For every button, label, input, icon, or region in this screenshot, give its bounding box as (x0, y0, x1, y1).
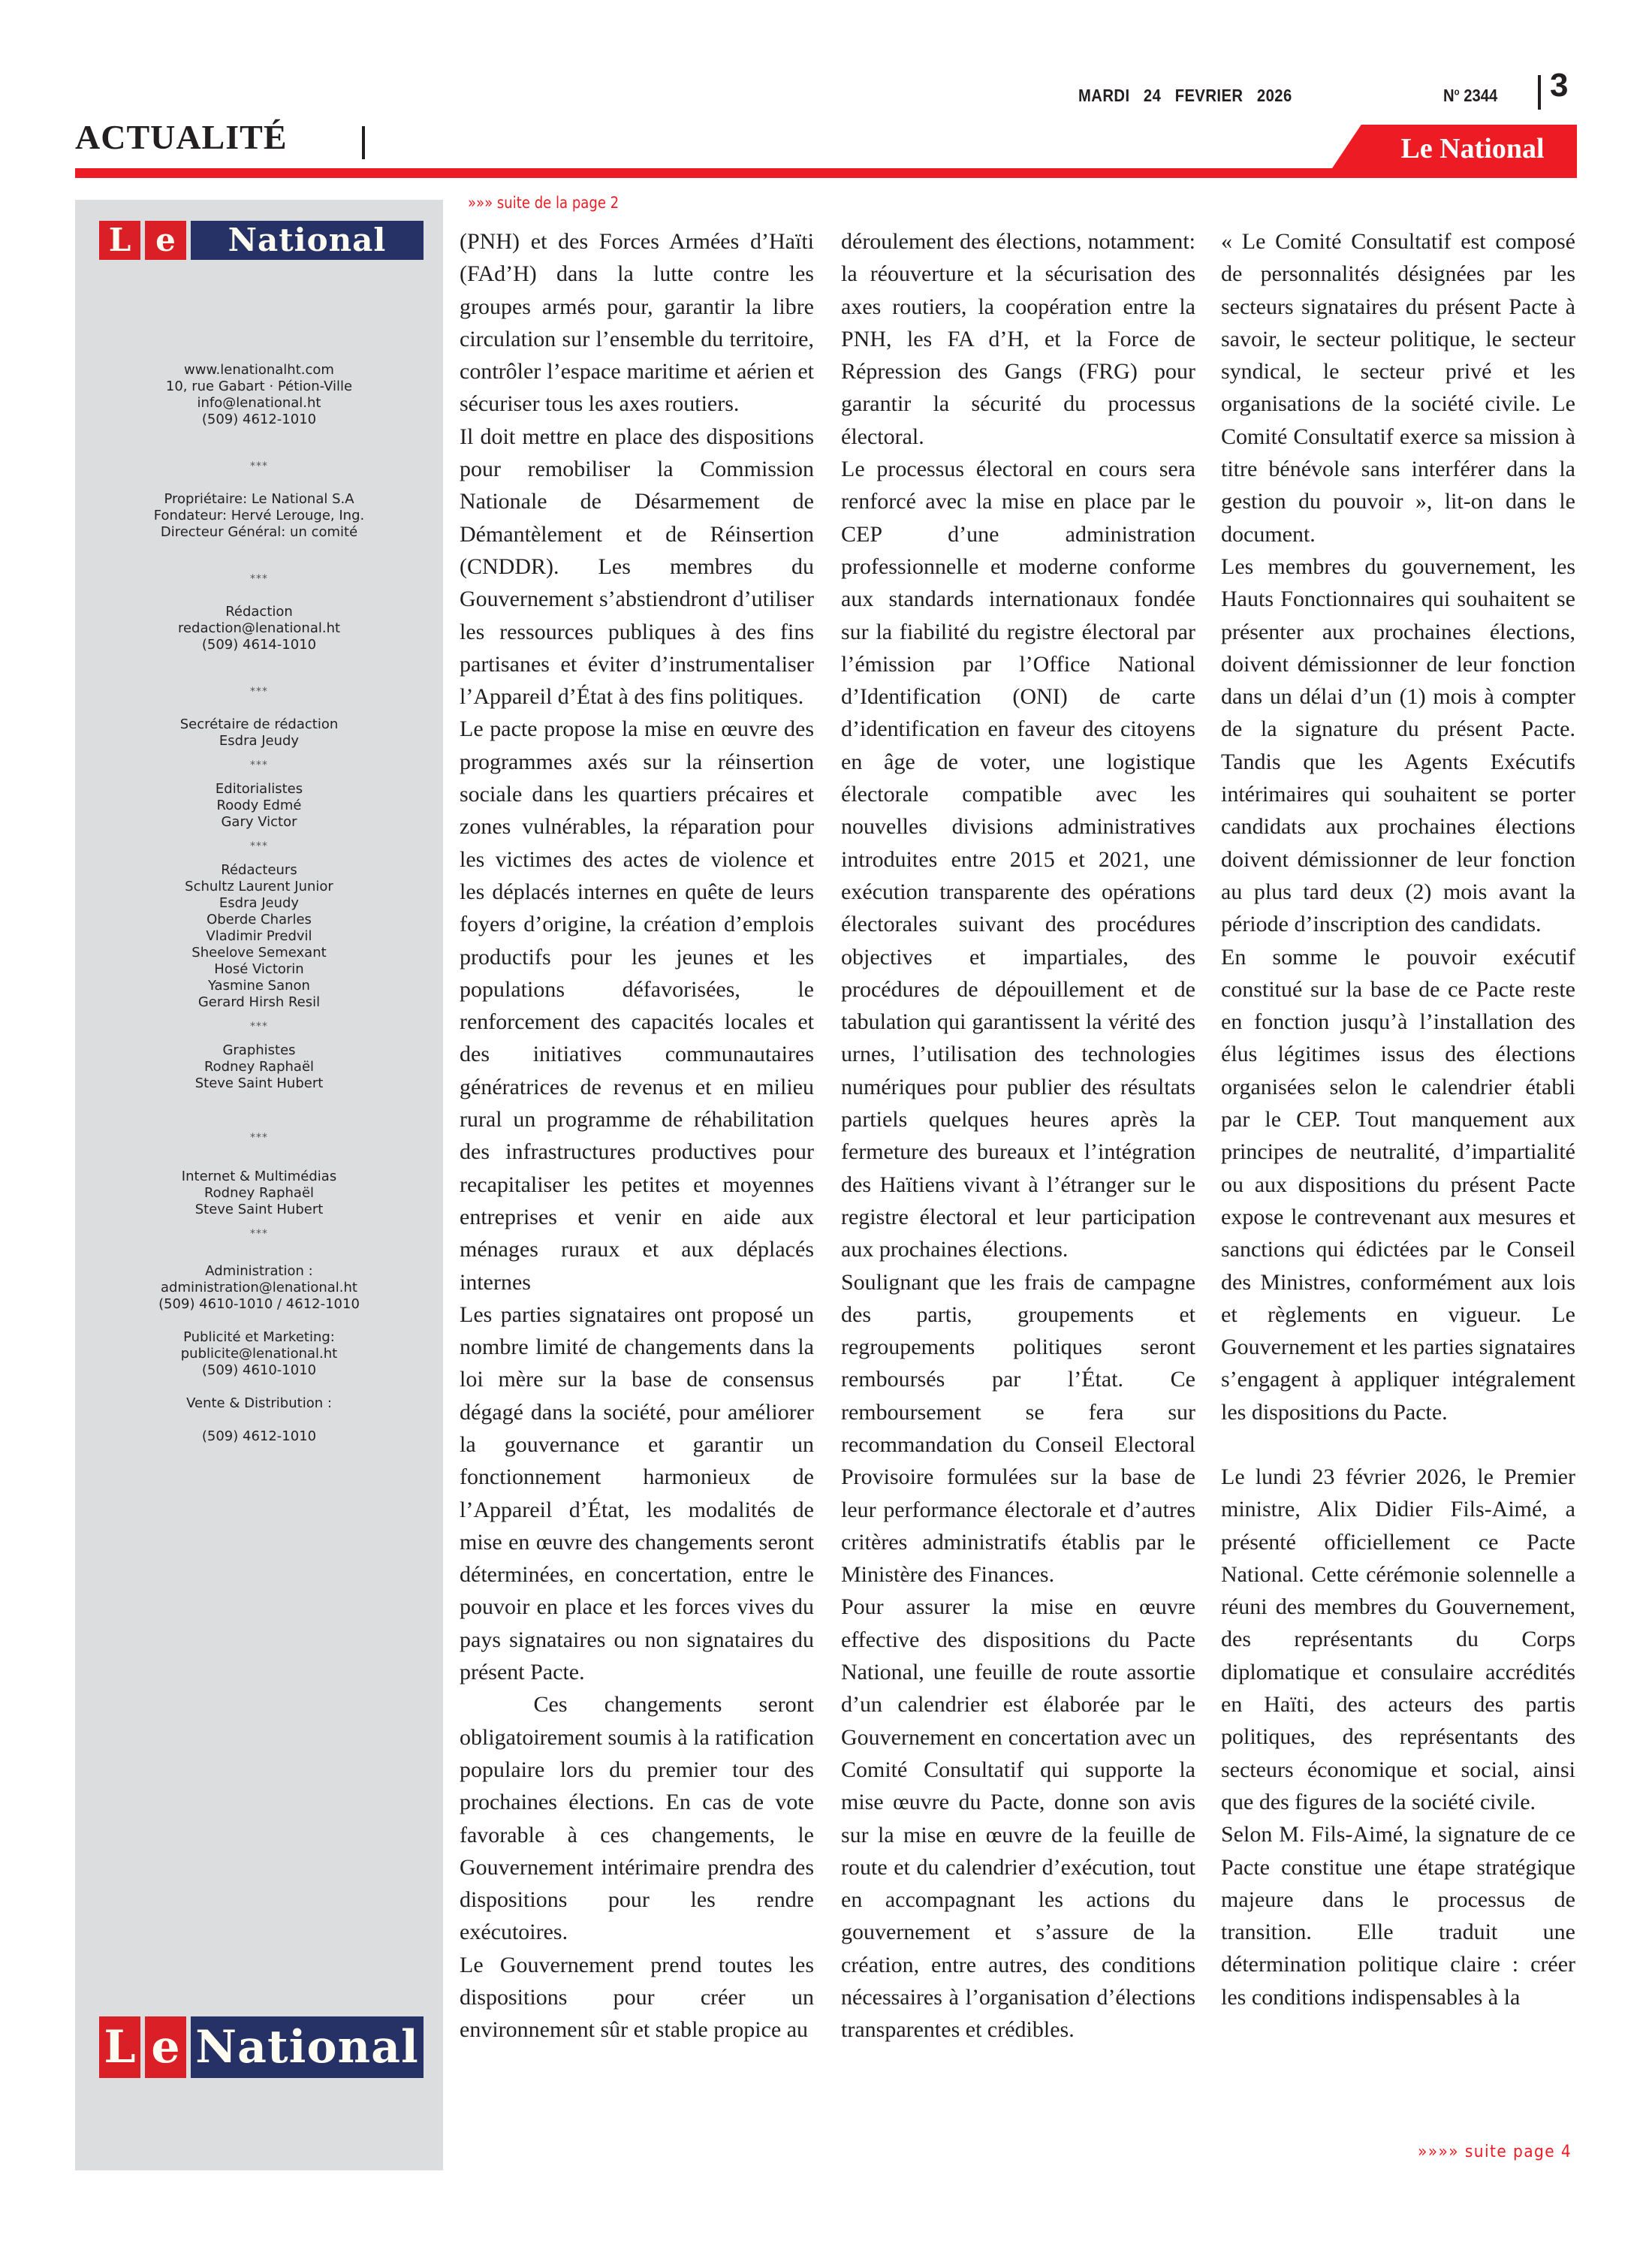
article-column-3 (1221, 225, 1575, 2013)
masthead-separator: *** (250, 1132, 268, 1144)
article-paragraph: Pour assurer la mise en œuvre effective des dispositions du Pacte National, une feuille de route assortie d’un calendrier est élaborée par le Gouvernement en concertation avec un Comité Consultatif qui supporte la mise œuvre du Pacte, donne son avis sur la mise en œuvre de la feuille de route et du calendrier d’exécution, tout en accompagnant les actions du gouvernement et s’assure de la création, entre autres, des conditions nécessaires à l’organisation d’élections transparentes et crédibles. (841, 1594, 1195, 2043)
issue-prefix-sup: o (1454, 86, 1460, 98)
masthead-line: Steve Saint Hubert (194, 1075, 324, 1091)
masthead-line: Editorialistes (215, 781, 303, 797)
logo-bottom (99, 2016, 424, 2078)
article-paragraph: Selon M. Fils-Aimé, la signature de ce Pacte constitue une étape stratégique majeure dans le processus de transition. Elle traduit une détermination politique claire : créer les conditions indispensables à la (1221, 1822, 1575, 2010)
masthead-block (75, 716, 443, 749)
masthead-line[interactable]: administration@lenational.ht (161, 1280, 357, 1295)
article-paragraph: (PNH) et des Forces Armées d’Haïti (FAd’H) dans la lutte contre les groupes armés pour, garantir la libre circulation sur l’ensemble du territoire, contrôler l’espace maritime et aérien et sécuriser tous les axes routiers. (460, 229, 814, 417)
masthead-line: Vente & Distribution : (186, 1395, 332, 1411)
masthead-block (75, 781, 443, 831)
article-paragraph: « Le Comité Consultatif est composé de personnalités désignées par les secteurs signataires du présent Pacte à savoir, le secteur politique, le secteur syndical, le secteur privé et les organisations de la société civile. Le Comité Consultatif exerce sa mission à titre bénévole sans interférer dans la gestion du pouvoir », lit-on dans le document. (1221, 229, 1575, 547)
masthead-line: Hosé Victorin (214, 961, 304, 977)
continued-from-link[interactable]: »»» suite de la page 2 (468, 194, 620, 212)
masthead-line: Administration : (205, 1263, 313, 1279)
masthead-line: Roody Edmé (216, 798, 302, 813)
masthead-line: Rédaction (225, 604, 293, 620)
masthead-line: Rodney Raphaël (203, 1059, 315, 1075)
article-paragraph: Les parties signataires ont proposé un nombre limité de changements dans la loi mère sur la base de consensus dégagé dans la société, pour améliorer la gouvernance et garantir un fonctionnement harmonieux de l’Appareil d’État, les modalités de mise en œuvre des changements seront déterminées, en concertation, entre le pouvoir en place et les forces vives du pays signataires ou non signataires du présent Pacte. (460, 1301, 814, 1685)
masthead-line[interactable]: redaction@lenational.ht (177, 620, 341, 636)
masthead-separator: *** (250, 840, 268, 852)
masthead-separator: *** (250, 1021, 268, 1033)
masthead-line: Gerard Hirsh Resil (197, 994, 321, 1010)
masthead-separator: *** (250, 573, 268, 585)
masthead-line: (509) 4610-1010 / 4612-1010 (158, 1296, 360, 1312)
masthead-line: Rédacteurs (221, 862, 297, 878)
masthead-separator: *** (250, 759, 268, 771)
masthead-block (75, 1263, 443, 1313)
issue-prefix: N (1443, 86, 1455, 105)
masthead-line[interactable]: publicite@lenational.ht (180, 1346, 338, 1362)
masthead-block (75, 1428, 443, 1445)
masthead-line: Esdra Jeudy (219, 733, 300, 749)
masthead-line: Secrétaire de rédaction (179, 716, 339, 732)
logo-word-national: National (191, 2016, 424, 2078)
masthead-separator: *** (250, 686, 268, 698)
masthead-block (75, 491, 443, 541)
masthead-block (75, 604, 443, 653)
masthead-sidebar (75, 200, 443, 2170)
masthead-line: Propriétaire: Le National S.A (164, 491, 354, 507)
masthead-block (75, 1329, 443, 1379)
masthead-block (75, 1042, 443, 1092)
masthead-credits (75, 362, 443, 1445)
article-paragraph: Le pacte propose la mise en œuvre des programmes axés sur la réinsertion sociale dans les quartiers précaires et zones vulnérables, la réparation pour les victimes des actes de violence et les déplacés internes en quête de leurs foyers d’origine, la création d’emplois productifs pour les jeunes et les populations défavorisées, le renforcement des capacités locales et des initiatives communautaires génératrices de revenus et en milieu rural un programme de réhabilitation des infrastructures productives pour recapitaliser les petites et moyennes entreprises et venir en aide aux ménages ruraux et aux déplacés internes (460, 716, 814, 1295)
masthead-line: (509) 4612-1010 (201, 412, 317, 427)
masthead-separator: *** (250, 460, 268, 472)
article-paragraph: Soulignant que les frais de campagne des partis, groupements et regroupements politiques seront remboursés par l’État. Ce remboursement se fera sur recommandation du Conseil Electoral Provisoire formulées sur la base de leur performance électorale et d’autres critères administratifs établis par le Ministère des Finances. (841, 1269, 1195, 1588)
article-paragraph: Le Gouvernement prend toutes les dispositions pour créer un environnement sûr et stable propice au (460, 1952, 814, 2043)
masthead-separator: *** (250, 1228, 268, 1240)
masthead-line: Fondateur: Hervé Lerouge, Ing. (153, 508, 365, 523)
article-paragraph: Il doit mettre en place des dispositions pour remobiliser la Commission Nationale de Désarmement de Démantèlement et de Réinsertion (CNDDR). Les membres du Gouvernement s’abstiendront d’utiliser les ressources publiques à des fins partisanes et éviter d’instrumentaliser l’Appareil d’État à des fins politiques. (460, 424, 814, 710)
masthead-block (75, 1395, 443, 1412)
article-column-2 (841, 225, 1195, 2046)
logo-letter-l: L (99, 2016, 140, 2078)
article-column-1 (460, 225, 814, 2046)
masthead-line: Directeur Général: un comité (160, 524, 358, 540)
masthead-line[interactable]: info@lenational.ht (197, 395, 321, 411)
section-title: ACTUALITÉ (75, 118, 288, 156)
article-paragraph: déroulement des élections, notamment: la réouverture et la sécurisation des axes routiers, la coopération entre la PNH, les FA d’H, et la Force de Répression des Gangs (FRG) pour garantir la sécurité du processus électoral. (841, 229, 1195, 449)
issue-number (1443, 86, 1497, 106)
article-paragraph: Le processus électoral en cours sera renforcé avec la mise en place par le CEP d’une administration professionnelle et moderne conforme aux standards internationaux fondée sur la fiabilité du registre électoral par l’émission par l’Office National d’Identification (ONI) de carte d’identification en faveur des citoyens en âge de voter, une logistique électorale compatible avec les nouvelles divisions administratives introduites entre 2015 et 2021, une exécution transparente des opérations électorales suivant des procédures objectives et impartiales, des procédures de dépouillement et de tabulation qui garantissent la vérité des urnes, l’utilisation des technologies numériques pour publier des résultats partiels quelques heures après la fermeture des bureaux et l’intégration des Haïtiens vivant à l’étranger sur le registre électoral et leur participation aux prochaines élections. (841, 457, 1195, 1262)
masthead-line: Sheelove Semexant (191, 945, 327, 961)
logo-word-national: National (191, 221, 424, 260)
logo-top (99, 221, 424, 260)
article-paragraph: En somme le pouvoir exécutif constitué sur la base de ce Pacte reste en fonction jusqu’à l’installation des élus légitimes issus des élections organisées selon le calendrier établi par le CEP. Tout manquement aux principes de neutralité, d’impartialité ou aux dispositions du présent Pacte expose le contrevenant aux mesures et sanctions qui édictées par le Conseil des Ministres, conformément aux lois et règlements en vigueur. Le Gouvernement et les parties signataires s’engagent à appliquer intégralement les dispositions du Pacte. (1221, 944, 1575, 1425)
brand-tab-label: Le National (1400, 133, 1545, 164)
issue-date: MARDI 24 FEVRIER 2026 (1078, 86, 1292, 105)
issue-number-value: 2344 (1464, 86, 1498, 105)
masthead-line: Vladimir Predvil (206, 928, 312, 944)
continued-to-link[interactable]: »»»» suite page 4 (1418, 2143, 1572, 2161)
masthead-line: (509) 4614-1010 (201, 637, 317, 653)
masthead-line: Steve Saint Hubert (194, 1202, 324, 1217)
masthead-line: Yasmine Sanon (208, 978, 310, 994)
masthead-block (75, 1169, 443, 1218)
masthead-block (75, 862, 443, 1011)
masthead-block (75, 362, 443, 428)
logo-letter-l: L (99, 221, 140, 260)
masthead-line: Schultz Laurent Junior (185, 879, 333, 894)
article-paragraph: Le lundi 23 février 2026, le Premier ministre, Alix Didier Fils-Aimé, a présenté officiellement ce Pacte National. Cette cérémonie solennelle a réuni des membres du Gouvernement, des représentants du Corps diplomatique et consulaire accrédités en Haïti, des acteurs des partis politiques, des représentants des secteurs économique et social, ainsi que des figures de la société civile. (1221, 1464, 1575, 1814)
article-paragraph: Ces changements seront obligatoirement soumis à la ratification populaire lors du premier tour des prochaines élections. En cas de vote favorable à ces changements, le Gouvernement intérimaire prendra des dispositions pour les rendre exécutoires. (460, 1692, 814, 1945)
masthead-line: Oberde Charles (206, 912, 312, 927)
masthead-line: Internet & Multimédias (181, 1169, 337, 1184)
article-paragraph: Les membres du gouvernement, les Hauts Fonctionnaires qui souhaitent se présenter aux prochaines élections, doivent démissionner de leur fonction dans un délai d’un (1) mois à compter de la signature du présent Pacte. Tandis que les Agents Exécutifs intérimaires qui souhaitent se porter candidats aux prochaines élections doivent démissionner de leur fonction au plus tard deux (2) mois avant la période d’inscription des candidats. (1221, 553, 1575, 937)
masthead-line: Esdra Jeudy (219, 895, 300, 911)
masthead-line: (509) 4612-1010 (201, 1428, 317, 1444)
masthead-line: Publicité et Marketing: (183, 1329, 335, 1345)
logo-letter-e: e (145, 221, 186, 260)
masthead-line: 10, rue Gabart · Pétion-Ville (165, 379, 353, 394)
masthead-line: Gary Victor (221, 814, 297, 830)
masthead-line: Rodney Raphaël (203, 1185, 315, 1201)
masthead-line: (509) 4610-1010 (201, 1362, 317, 1378)
page-number-divider (1538, 75, 1541, 110)
masthead-line[interactable]: www.lenationalht.com (184, 362, 334, 378)
section-title-divider (362, 126, 365, 159)
masthead-line: Graphistes (222, 1042, 296, 1058)
page-number: 3 (1550, 67, 1569, 104)
logo-letter-e: e (145, 2016, 186, 2078)
